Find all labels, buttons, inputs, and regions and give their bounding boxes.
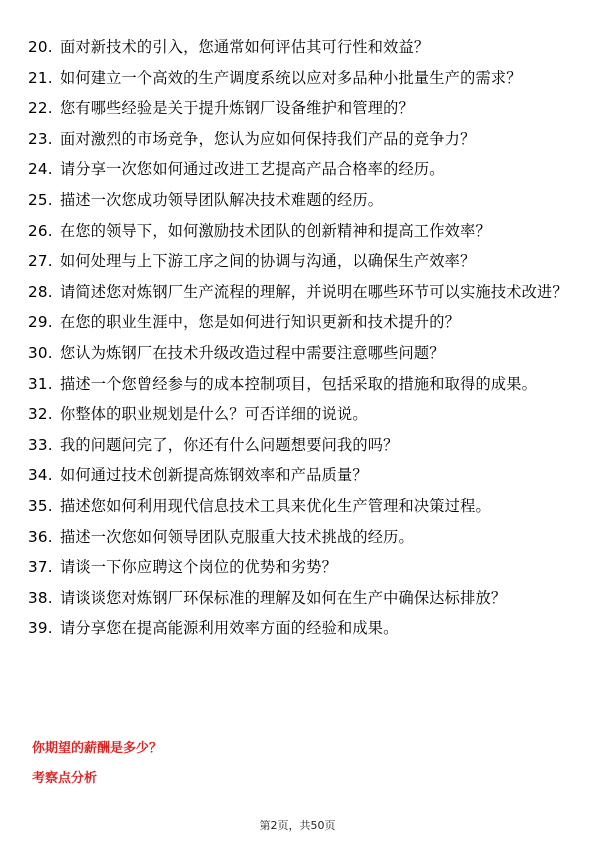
question-text: 你整体的职业规划是什么？可否详细的说说。 <box>60 405 368 424</box>
question-number: 37. <box>28 558 53 577</box>
page-number-footer: 第2页，共50页 <box>259 819 336 832</box>
question-item <box>28 556 568 579</box>
question-list <box>28 36 568 648</box>
analysis-heading: 考察点分析 <box>32 771 98 786</box>
question-text: 描述一个您曾经参与的成本控制项目，包括采取的措施和取得的成果。 <box>60 374 538 393</box>
question-number: 22. <box>28 99 53 118</box>
question-number: 35. <box>28 496 53 515</box>
question-item <box>28 464 568 487</box>
question-number: 36. <box>28 527 53 546</box>
question-text: 描述一次您成功领导团队解决技术难题的经历。 <box>60 190 384 209</box>
question-item <box>28 250 568 273</box>
question-text: 请谈一下你应聘这个岗位的优势和劣势？ <box>60 558 337 577</box>
question-number: 25. <box>28 190 53 209</box>
question-item <box>28 36 568 59</box>
question-text: 在您的领导下，如何激励技术团队的创新精神和提高工作效率？ <box>60 221 491 240</box>
question-number: 33. <box>28 435 53 454</box>
question-item <box>28 220 568 243</box>
question-text: 如何通过技术创新提高炼钢效率和产品质量？ <box>60 466 368 485</box>
question-number: 26. <box>28 221 53 240</box>
question-number: 30. <box>28 343 53 362</box>
question-number: 31. <box>28 374 53 393</box>
question-item <box>28 617 568 640</box>
question-text: 描述您如何利用现代信息技术工具来优化生产管理和决策过程。 <box>60 496 491 515</box>
question-text: 请分享一次您如何通过改进工艺提高产品合格率的经历。 <box>60 160 445 179</box>
question-item <box>28 373 568 396</box>
question-item <box>28 128 568 151</box>
question-text: 您有哪些经验是关于提升炼钢厂设备维护和管理的？ <box>60 99 414 118</box>
question-item <box>28 403 568 426</box>
salary-question-heading: 你期望的薪酬是多少？ <box>32 741 163 756</box>
question-text: 面对新技术的引入，您通常如何评估其可行性和效益？ <box>60 38 430 56</box>
question-number: 29. <box>28 313 53 332</box>
question-text: 您认为炼钢厂在技术升级改造过程中需要注意哪些问题？ <box>60 343 445 362</box>
question-item <box>28 342 568 365</box>
question-item <box>28 158 568 181</box>
question-text: 我的问题问完了，你还有什么问题想要问我的吗？ <box>60 435 399 454</box>
question-text: 请谈谈您对炼钢厂环保标准的理解及如何在生产中确保达标排放？ <box>60 588 507 607</box>
question-item <box>28 67 568 90</box>
question-number: 38. <box>28 588 53 607</box>
question-item <box>28 434 568 457</box>
question-text: 面对激烈的市场竞争，您认为应如何保持我们产品的竞争力？ <box>60 129 476 148</box>
question-item <box>28 526 568 549</box>
question-text: 请分享您在提高能源利用效率方面的经验和成果。 <box>60 619 399 638</box>
question-text: 请简述您对炼钢厂生产流程的理解，并说明在哪些环节可以实施技术改进？ <box>60 282 568 301</box>
question-text: 在您的职业生涯中，您是如何进行知识更新和技术提升的？ <box>60 313 461 332</box>
question-number: 27. <box>28 252 53 271</box>
question-text: 如何处理与上下游工序之间的协调与沟通，以确保生产效率？ <box>60 252 476 271</box>
question-number: 24. <box>28 160 53 179</box>
question-text: 如何建立一个高效的生产调度系统以应对多品种小批量生产的需求？ <box>60 68 522 87</box>
question-number: 20. <box>28 38 53 56</box>
question-item <box>28 495 568 518</box>
question-number: 21. <box>28 68 53 87</box>
question-item <box>28 281 568 304</box>
question-text: 描述一次您如何领导团队克服重大技术挑战的经历。 <box>60 527 414 546</box>
question-number: 23. <box>28 129 53 148</box>
question-item <box>28 587 568 610</box>
question-item <box>28 311 568 334</box>
question-item <box>28 189 568 212</box>
question-number: 28. <box>28 282 53 301</box>
question-item <box>28 97 568 120</box>
question-number: 32. <box>28 405 53 424</box>
question-number: 39. <box>28 619 53 638</box>
question-number: 34. <box>28 466 53 485</box>
